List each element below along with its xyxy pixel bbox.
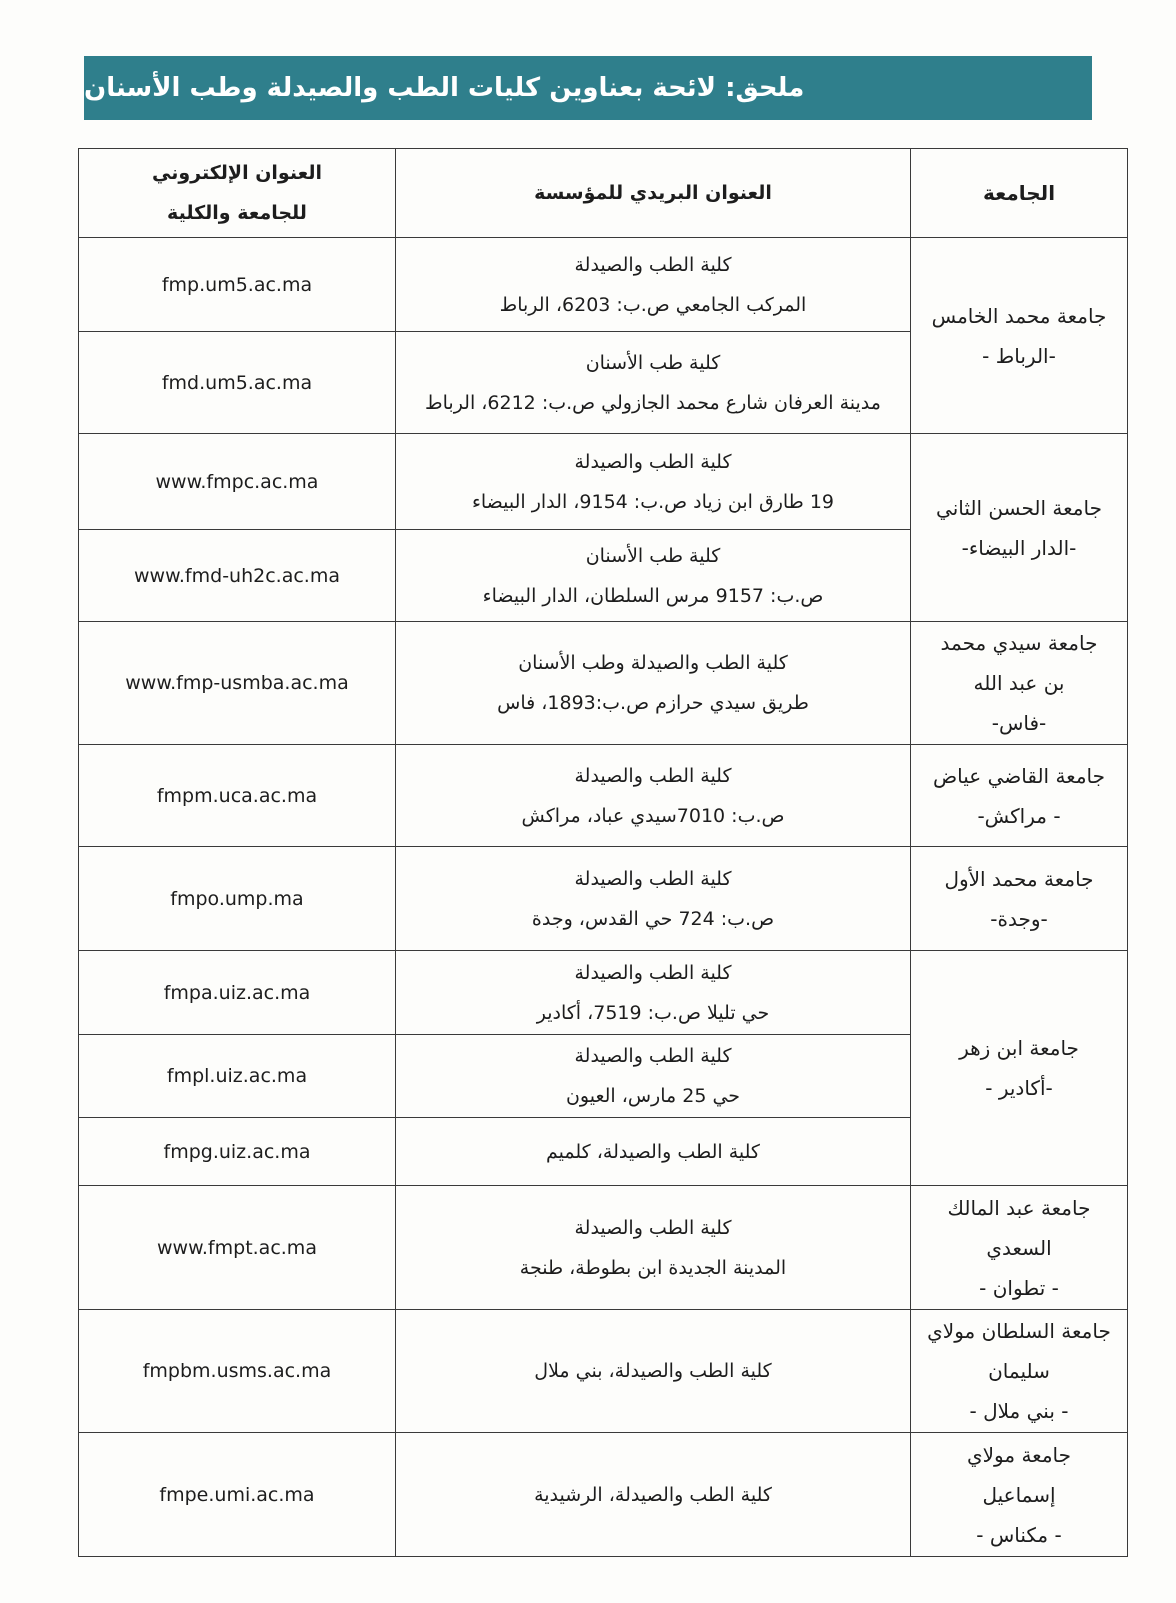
faculty-address: ص.ب: 7010سيدي عباد، مراكش — [521, 804, 785, 827]
university-city-line: - مراكش- — [977, 803, 1061, 828]
postal-address-cell — [396, 434, 911, 530]
web-address-cell[interactable]: fmpa.uiz.ac.ma — [79, 951, 396, 1035]
university-city-line: -وجدة- — [990, 906, 1048, 931]
university-city-line: -فاس- — [991, 711, 1047, 735]
web-address-cell[interactable]: fmpo.ump.ma — [79, 847, 396, 951]
university-cell — [911, 951, 1128, 1186]
web-address-cell[interactable]: fmpe.umi.ac.ma — [79, 1433, 396, 1557]
postal-address-cell — [396, 1310, 911, 1433]
faculty-name: كلية الطب والصيدلة — [574, 1045, 732, 1067]
web-address-cell[interactable]: fmpl.uiz.ac.ma — [79, 1035, 396, 1118]
university-name-line: جامعة محمد الخامس — [931, 303, 1107, 328]
university-cell — [911, 622, 1128, 745]
university-city-line: - مكناس - — [976, 1522, 1062, 1547]
table-header-row — [79, 149, 1128, 238]
faculty-address: حي تليلا ص.ب: 7519، أكادير — [536, 1001, 770, 1024]
university-name-line: إسماعيل — [982, 1482, 1056, 1507]
faculty-address: طريق سيدي حرازم ص.ب:1893، فاس — [497, 692, 809, 714]
faculty-address: المدينة الجديدة ابن بطوطة، طنجة — [519, 1256, 787, 1279]
faculty-address: ص.ب: 9157 مرس السلطان، الدار البيضاء — [482, 584, 824, 607]
web-address-cell[interactable]: www.fmp-usmba.ac.ma — [79, 622, 396, 745]
university-cell — [911, 1310, 1128, 1433]
postal-address-cell — [396, 530, 911, 622]
faculty-name: كلية الطب والصيدلة — [574, 867, 732, 890]
postal-address-cell — [396, 847, 911, 951]
faculty-name: كلية الطب والصيدلة — [574, 450, 732, 473]
table-row — [79, 238, 1128, 332]
postal-address-cell — [396, 1118, 911, 1186]
university-name-line: جامعة محمد الأول — [944, 866, 1094, 891]
table-row — [79, 1310, 1128, 1433]
university-cell — [911, 1186, 1128, 1310]
university-cell — [911, 745, 1128, 847]
university-cell — [911, 238, 1128, 434]
university-city-line: - تطوان - — [979, 1275, 1059, 1300]
web-address-cell[interactable]: fmp.um5.ac.ma — [79, 238, 396, 332]
web-address-cell[interactable]: fmpm.uca.ac.ma — [79, 745, 396, 847]
faculty-name: كلية الطب والصيدلة — [574, 961, 732, 984]
university-name-line: جامعة مولاي — [966, 1442, 1071, 1467]
postal-address-cell — [396, 951, 911, 1035]
web-address-cell[interactable]: fmpbm.usms.ac.ma — [79, 1310, 396, 1433]
university-name-line: جامعة سيدي محمد — [940, 631, 1098, 655]
university-cell — [911, 847, 1128, 951]
faculty-name: كلية الطب والصيدلة، كلميم — [546, 1140, 760, 1163]
web-address-cell[interactable]: fmd.um5.ac.ma — [79, 332, 396, 434]
faculty-name: كلية الطب والصيدلة، الرشيدية — [534, 1483, 772, 1506]
header-email-line: العنوان الإلكتروني — [152, 162, 322, 184]
postal-address-cell — [396, 1433, 911, 1557]
university-name-line: جامعة الحسن الثاني — [936, 495, 1102, 520]
faculty-name: كلية الطب والصيدلة — [574, 253, 732, 276]
university-cell — [911, 1433, 1128, 1557]
header-email-address — [79, 149, 396, 238]
faculty-name: كلية الطب والصيدلة — [574, 1216, 732, 1239]
university-name-line: جامعة عبد المالك — [947, 1195, 1091, 1220]
university-name-line: جامعة السلطان مولاي — [927, 1319, 1111, 1343]
postal-address-cell — [396, 622, 911, 745]
university-name-line: سليمان — [988, 1359, 1050, 1383]
university-name-line: جامعة القاضي عياض — [932, 763, 1105, 788]
faculty-address: 19 طارق ابن زياد ص.ب: 9154، الدار البيضاء — [471, 490, 835, 513]
university-city-line: -أكادير - — [985, 1076, 1053, 1100]
postal-address-cell — [396, 332, 911, 434]
header-email-line: للجامعة والكلية — [167, 202, 307, 224]
faculty-name: كلية طب الأسنان — [585, 544, 721, 567]
university-name-line: بن عبد الله — [973, 671, 1065, 695]
table-row — [79, 622, 1128, 745]
header-university: الجامعة — [911, 149, 1128, 238]
university-cell — [911, 434, 1128, 622]
header-postal-address: العنوان البريدي للمؤسسة — [396, 149, 911, 238]
page-title: ملحق: لائحة بعناوين كليات الطب والصيدلة وطب الأسنان — [84, 56, 1092, 120]
table-row — [79, 1186, 1128, 1310]
postal-address-cell — [396, 745, 911, 847]
university-name-line: السعدي — [986, 1235, 1052, 1260]
table-row — [79, 434, 1128, 530]
faculty-address: مدينة العرفان شارع محمد الجازولي ص.ب: 6212، الرباط — [425, 391, 881, 414]
university-name-line: جامعة ابن زهر — [959, 1036, 1079, 1060]
faculty-address: ص.ب: 724 حي القدس، وجدة — [531, 907, 775, 930]
postal-address-cell — [396, 1186, 911, 1310]
faculty-name: كلية الطب والصيدلة وطب الأسنان — [518, 652, 788, 674]
faculty-name: كلية طب الأسنان — [585, 351, 721, 374]
faculty-address: المركب الجامعي ص.ب: 6203، الرباط — [499, 293, 807, 316]
table-row — [79, 745, 1128, 847]
table-row — [79, 951, 1128, 1035]
faculty-address: حي 25 مارس، العيون — [565, 1085, 741, 1107]
web-address-cell[interactable]: fmpg.uiz.ac.ma — [79, 1118, 396, 1186]
faculty-name: كلية الطب والصيدلة، بني ملال — [534, 1360, 772, 1382]
table-row — [79, 1433, 1128, 1557]
postal-address-cell — [396, 238, 911, 332]
university-city-line: -الدار البيضاء- — [961, 535, 1077, 560]
web-address-cell[interactable]: www.fmpc.ac.ma — [79, 434, 396, 530]
postal-address-cell — [396, 1035, 911, 1118]
university-city-line: -الرباط - — [982, 343, 1056, 368]
web-address-cell[interactable]: www.fmd-uh2c.ac.ma — [79, 530, 396, 622]
table-row — [79, 847, 1128, 951]
faculties-table — [78, 148, 1128, 1557]
web-address-cell[interactable]: www.fmpt.ac.ma — [79, 1186, 396, 1310]
university-city-line: - بني ملال - — [969, 1399, 1069, 1423]
faculty-name: كلية الطب والصيدلة — [574, 764, 732, 787]
